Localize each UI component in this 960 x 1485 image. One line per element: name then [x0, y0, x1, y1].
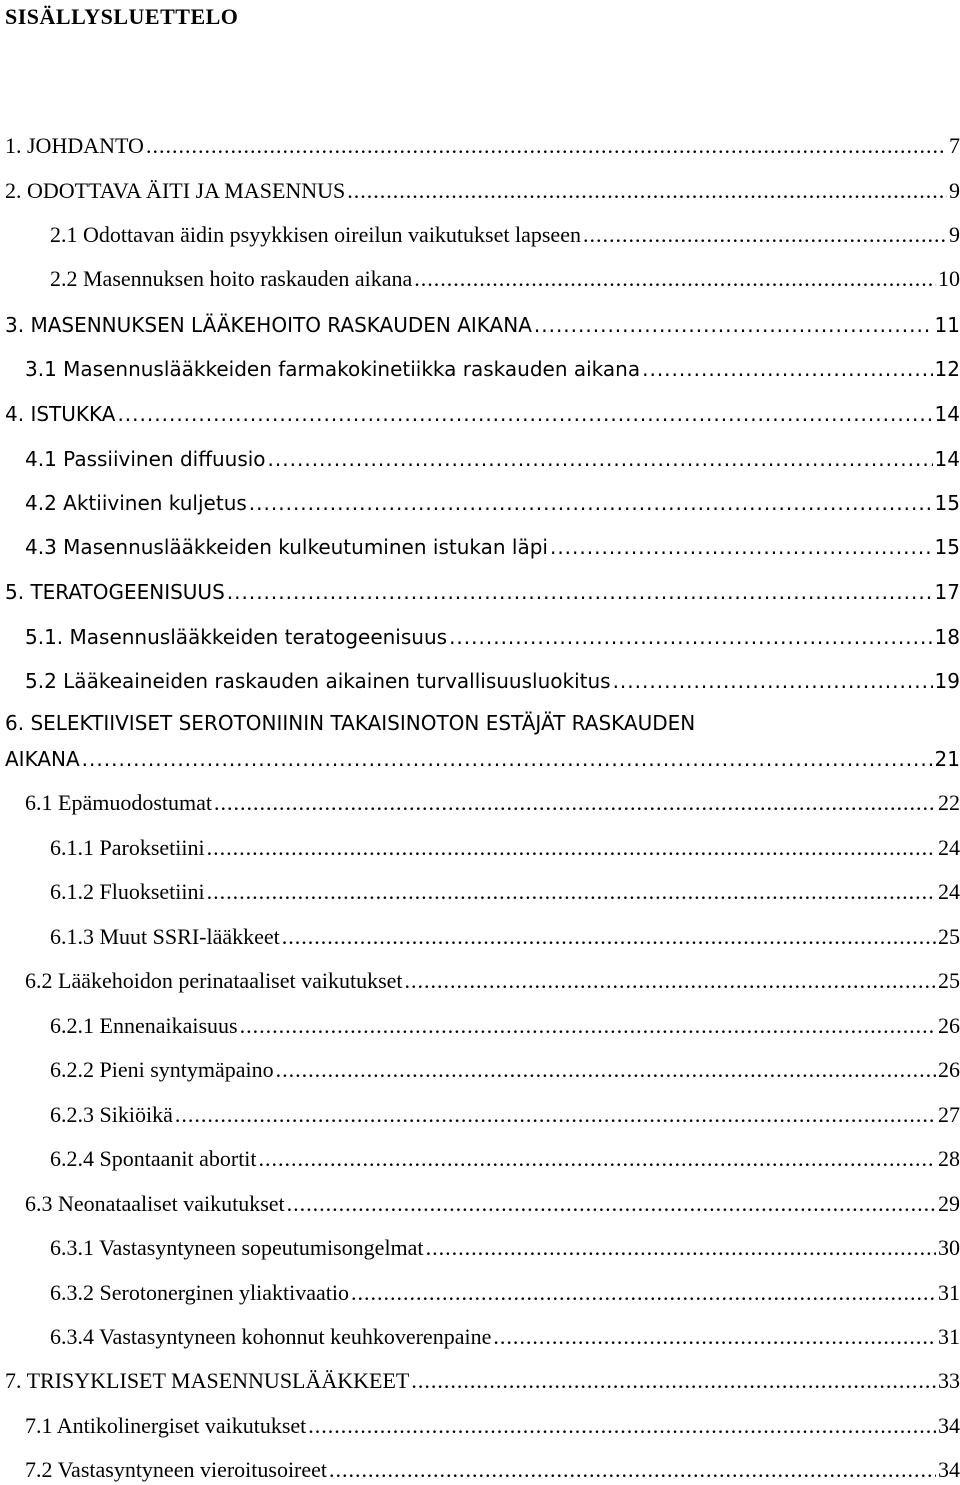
toc-entry-page: 9	[949, 222, 960, 247]
toc-entry-6-3[interactable]	[25, 1185, 960, 1219]
toc-leader-dots	[308, 1411, 936, 1441]
toc-entry-page: 31	[938, 1324, 960, 1349]
toc-entry-title: 4.2 Aktiivinen kuljetus	[25, 491, 247, 515]
toc-leader-dots	[207, 833, 936, 863]
toc-entry-6-2-2[interactable]	[50, 1051, 960, 1085]
toc-entry-title: 4.3 Masennuslääkkeiden kulkeutuminen istukan läpi	[25, 535, 548, 559]
toc-entry-7-2[interactable]	[25, 1451, 960, 1485]
toc-leader-dots	[550, 532, 933, 562]
toc-entry-title: 2.2 Masennuksen hoito raskauden aikana	[50, 266, 413, 291]
toc-entry-title: 2. ODOTTAVA ÄITI JA MASENNUS	[5, 178, 346, 203]
toc-leader-dots	[405, 966, 936, 996]
toc-entry-title: 5. TERATOGEENISUUS	[5, 580, 225, 604]
toc-leader-dots	[426, 1233, 936, 1263]
toc-entry-6-3-4[interactable]	[50, 1318, 960, 1352]
toc-entry-page: 31	[938, 1280, 960, 1305]
toc-entry-page: 18	[934, 625, 960, 649]
toc-entry-7[interactable]	[5, 1362, 960, 1396]
toc-entry-6-3-1[interactable]	[50, 1229, 960, 1263]
toc-leader-dots	[329, 1455, 936, 1485]
toc-entry-5[interactable]	[5, 573, 960, 607]
toc-entry-page: 15	[934, 535, 960, 559]
toc-entry-title: 3.1 Masennuslääkkeiden farmakokinetiikka raskauden aikana	[25, 357, 641, 381]
toc-entry-title: 4. ISTUKKA	[5, 402, 116, 426]
toc-entry-title: 1. JOHDANTO	[5, 133, 144, 158]
toc-entry-title: 4.1 Passiivinen diffuusio	[25, 447, 266, 471]
toc-entry-page: 30	[938, 1235, 960, 1260]
toc-entry-6-2-1[interactable]	[50, 1007, 960, 1041]
toc-entry-page: 24	[938, 879, 960, 904]
toc-entry-4-1[interactable]	[25, 440, 960, 474]
toc-entry-title: 6.2.1 Ennenaikaisuus	[50, 1013, 238, 1038]
toc-leader-dots	[449, 622, 932, 652]
toc-entry-title: 5.1. Masennuslääkkeiden teratogeenisuus	[25, 625, 448, 649]
toc-entry-5-2[interactable]	[25, 662, 960, 696]
toc-entry-page: 24	[938, 835, 960, 860]
toc-entry-7-1[interactable]	[25, 1407, 960, 1441]
toc-entry-6-1-1[interactable]	[50, 829, 960, 863]
toc-entry-2-1[interactable]	[50, 216, 960, 250]
toc-leader-dots	[276, 1055, 936, 1085]
toc-entry-page: 33	[938, 1368, 960, 1393]
toc-entry-title: AIKANA	[5, 747, 80, 771]
toc-leader-dots	[146, 131, 947, 161]
toc-entry-title: 6.3 Neonataaliset vaikutukset	[25, 1191, 285, 1216]
toc-entry-6-2-3[interactable]	[50, 1096, 960, 1130]
toc-entry-page: 28	[938, 1146, 960, 1171]
toc-entry-4[interactable]	[5, 395, 960, 429]
toc-entry-title: 7.1 Antikolinergiset vaikutukset	[25, 1413, 307, 1438]
toc-entry-page: 34	[938, 1457, 960, 1482]
toc-entry-3[interactable]	[5, 306, 960, 340]
toc-entry-title: 3. MASENNUKSEN LÄÄKEHOITO RASKAUDEN AIKANA	[5, 313, 532, 337]
toc-entry-page: 14	[934, 402, 960, 426]
toc-entry-2[interactable]	[5, 172, 960, 206]
toc-entry-6[interactable]	[5, 740, 960, 774]
toc-entry-page: 9	[949, 178, 960, 203]
toc-entry-title: 6.1.1 Paroksetiini	[50, 835, 205, 860]
toc-leader-dots	[613, 666, 933, 696]
toc-entry-page: 26	[938, 1057, 960, 1082]
toc-entry-title: 6.3.1 Vastasyntyneen sopeutumisongelmat	[50, 1235, 424, 1260]
toc-entry-title: 6.3.4 Vastasyntyneen kohonnut keuhkoverenpaine	[50, 1324, 492, 1349]
toc-entry-page: 14	[934, 447, 960, 471]
toc-entry-6-2[interactable]	[25, 962, 960, 996]
toc-entry-page: 22	[938, 790, 960, 815]
toc-leader-dots	[583, 220, 947, 250]
toc-entry-page: 21	[934, 747, 960, 771]
toc-entry-6-line1[interactable]: 6. SELEKTIIVISET SEROTONIININ TAKAISINOTON ESTÄJÄT RASKAUDEN	[5, 711, 696, 735]
toc-entry-title: 2.1 Odottavan äidin psyykkisen oireilun vaikutukset lapseen	[50, 222, 581, 247]
toc-entry-page: 17	[934, 580, 960, 604]
toc-leader-dots	[207, 877, 936, 907]
toc-entry-title: 6.1 Epämuodostumat	[25, 790, 212, 815]
toc-leader-dots	[351, 1278, 936, 1308]
toc-entry-title: 7.2 Vastasyntyneen vieroitusoireet	[25, 1457, 328, 1482]
toc-entry-title: 5.2 Lääkeaineiden raskauden aikainen turvallisuusluokitus	[25, 669, 611, 693]
toc-leader-dots	[287, 1189, 936, 1219]
toc-entry-title: 6.2 Lääkehoidon perinataaliset vaikutukset	[25, 968, 403, 993]
toc-entry-page: 19	[934, 669, 960, 693]
page-title: SISÄLLYSLUETTELO	[5, 4, 239, 29]
toc-leader-dots	[249, 488, 933, 518]
toc-entry-title: 6.2.4 Spontaanit abortit	[50, 1146, 257, 1171]
toc-entry-page: 10	[938, 266, 960, 291]
toc-leader-dots	[259, 1144, 936, 1174]
toc-entry-5-1[interactable]	[25, 618, 960, 652]
toc-entry-title: 6.1.3 Muut SSRI-lääkkeet	[50, 924, 280, 949]
toc-entry-page: 7	[949, 133, 960, 158]
toc-entry-page: 12	[934, 357, 960, 381]
toc-entry-page: 27	[938, 1102, 960, 1127]
toc-entry-page: 11	[934, 313, 960, 337]
toc-entry-page: 15	[934, 491, 960, 515]
toc-leader-dots	[493, 1322, 936, 1352]
toc-entry-title: 6.2.2 Pieni syntymäpaino	[50, 1057, 274, 1082]
toc-entry-title: 7. TRISYKLISET MASENNUSLÄÄKKEET	[5, 1368, 410, 1393]
toc-leader-dots	[642, 354, 932, 384]
toc-entry-title: 6.3.2 Serotonerginen yliaktivaatio	[50, 1280, 349, 1305]
toc-leader-dots	[534, 310, 933, 340]
toc-leader-dots	[411, 1366, 936, 1396]
toc-leader-dots	[347, 176, 947, 206]
toc-leader-dots	[82, 744, 933, 774]
toc-entry-6-2-4[interactable]	[50, 1140, 960, 1174]
toc-entry-6-1[interactable]	[25, 784, 960, 818]
toc-leader-dots	[117, 399, 932, 429]
toc-entry-page: 34	[938, 1413, 960, 1438]
toc-leader-dots	[227, 577, 933, 607]
toc-entry-1[interactable]	[5, 127, 960, 161]
toc-entry-title: 6.1.2 Fluoksetiini	[50, 879, 205, 904]
toc-leader-dots	[240, 1011, 936, 1041]
toc-entry-4-2[interactable]	[25, 484, 960, 518]
toc-entry-page: 25	[938, 924, 960, 949]
toc-entry-6-1-3[interactable]	[50, 918, 960, 952]
toc-entry-page: 29	[938, 1191, 960, 1216]
toc-entry-page: 26	[938, 1013, 960, 1038]
toc-leader-dots	[268, 444, 933, 474]
toc-entry-page: 25	[938, 968, 960, 993]
toc-entry-4-3[interactable]	[25, 528, 960, 562]
toc-leader-dots	[414, 264, 936, 294]
toc-entry-6-1-2[interactable]	[50, 873, 960, 907]
toc-entry-6-3-2[interactable]	[50, 1274, 960, 1308]
toc-leader-dots	[214, 788, 936, 818]
toc-leader-dots	[282, 922, 936, 952]
toc-entry-title: 6.2.3 Sikiöikä	[50, 1102, 173, 1127]
toc-leader-dots	[175, 1100, 936, 1130]
toc-entry-3-1[interactable]	[25, 350, 960, 384]
toc-entry-2-2[interactable]	[50, 260, 960, 294]
